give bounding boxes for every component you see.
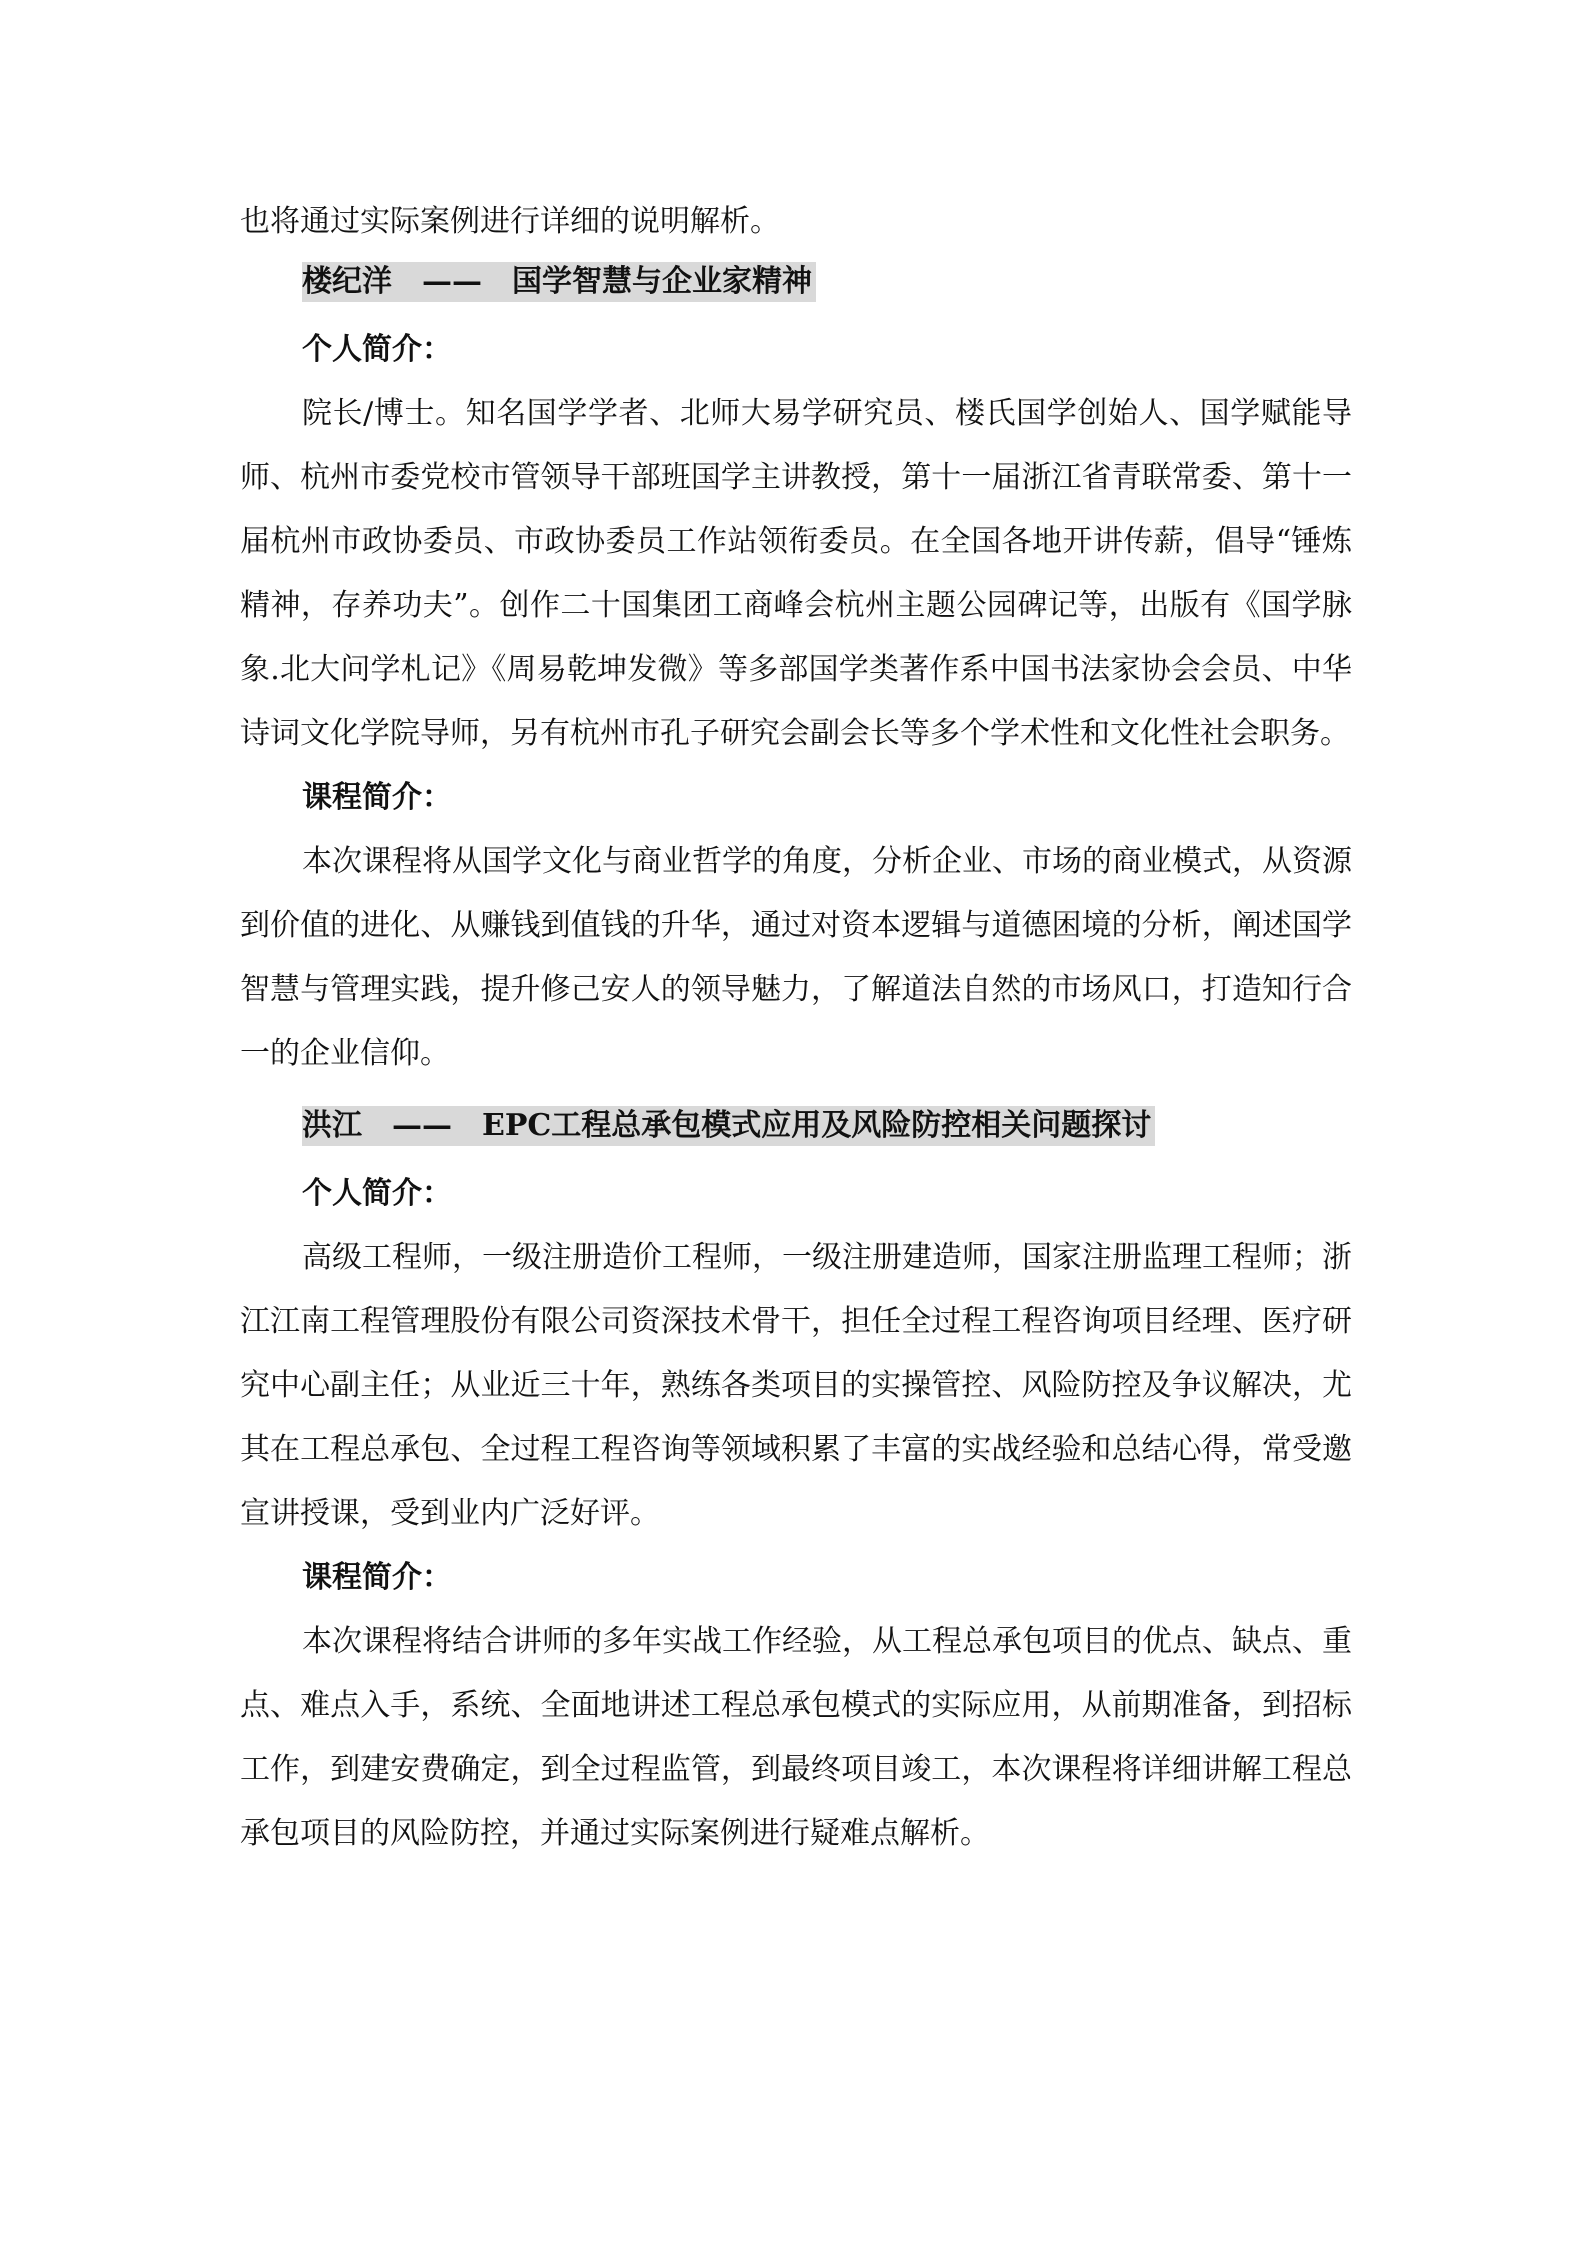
section-gap [240,1086,1352,1098]
document-page [240,190,1352,1866]
section-1-course-label: 课程简介： [302,780,452,815]
intro-tail-paragraph: 也将通过实际案例进行详细的说明解析。 [240,204,780,239]
section-1-heading-text: 楼纪洋 —— 国学智慧与企业家精神 [302,262,816,302]
section-2-course-text: 本次课程将结合讲师的多年实战工作经验，从工程总承包项目的优点、缺点、重点、难点入手，系统、全面地讲述工程总承包模式的实际应用，从前期准备，到招标工作，到建安费确定，到全过程监管，到最终项目竣工，本次课程将详细讲解工程总承包项目的风险防控，并通过实际案例进行疑难点解析。 [240,1624,1352,1851]
section-1-course-text: 本次课程将从国学文化与商业哲学的角度，分析企业、市场的商业模式，从资源到价值的进化、从赚钱到值钱的升华，通过对资本逻辑与道德困境的分析，阐述国学智慧与管理实践，提升修己安人的领导魅力，了解道法自然的市场风口，打造知行合一的企业信仰。 [240,844,1352,1071]
section-2-heading [302,1098,1352,1162]
section-2-heading-text: 洪江 —— EPC工程总承包模式应用及风险防控相关问题探讨 [302,1106,1155,1146]
section-1-bio-text: 院长/博士。知名国学学者、北师大易学研究员、楼氏国学创始人、国学赋能导师、杭州市委党校市管领导干部班国学主讲教授，第十一届浙江省青联常委、第十一届杭州市政协委员、市政协委员工作站领衔委员。在全国各地开讲传薪，倡导“锤炼精神，存养功夫”。创作二十国集团工商峰会杭州主题公园碑记等，出版有《国学脉象.北大问学札记》《周易乾坤发微》等多部国学类著作系中国书法家协会会员、中华诗词文化学院导师，另有杭州市孔子研究会副会长等多个学术性和文化性社会职务。 [240,396,1352,751]
section-2-bio-label: 个人简介： [302,1176,452,1211]
section-1-bio-label: 个人简介： [302,332,452,367]
section-2-bio-text: 高级工程师，一级注册造价工程师，一级注册建造师，国家注册监理工程师；浙江江南工程管理股份有限公司资深技术骨干，担任全过程工程咨询项目经理、医疗研究中心副主任；从业近三十年，熟练各类项目的实操管控、风险防控及争议解决，尤其在工程总承包、全过程工程咨询等领域积累了丰富的实战经验和总结心得，常受邀宣讲授课，受到业内广泛好评。 [240,1240,1352,1531]
section-1-heading [302,254,1352,318]
section-2-course-label: 课程简介： [302,1560,452,1595]
